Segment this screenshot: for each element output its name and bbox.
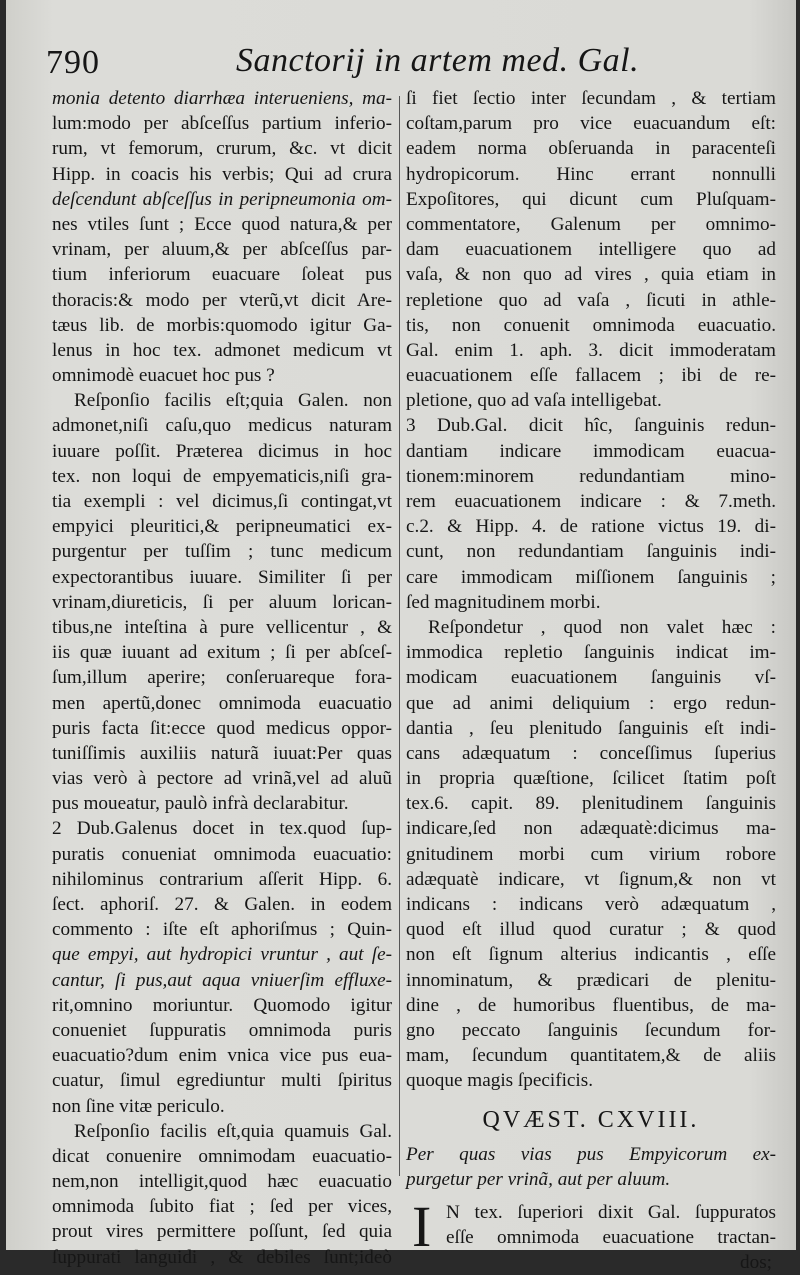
text-line: repletione quo ad vaſa , ſicuti in athle- — [406, 289, 776, 311]
text-line: gnitudinem morbi cum virium robore — [406, 843, 776, 865]
text-line: quod eſt illud quod curatur ; & quod — [406, 919, 776, 941]
text-line: rum, vt femorum, crurum, &c. vt dicit — [52, 138, 392, 160]
text-line: 2 Dub.Galenus docet in tex.quod ſup- — [52, 818, 392, 840]
running-title: Sanctorij in artem med. Gal. — [236, 42, 640, 79]
text-line: rem euacuationem indicare : & 7.meth. — [406, 491, 776, 512]
question-heading: QVÆST. CXVIII. — [482, 1106, 700, 1133]
question-subtitle: purgetur per vrinã, aut per aluum. — [406, 1168, 671, 1190]
text-line: tis, non conuenit omnimoda euacuatio. — [406, 314, 776, 336]
text-line: conueniet ſuppuratis omnimoda puris — [52, 1019, 392, 1041]
text-line: Reſpondetur , quod non valet hæc : — [428, 616, 776, 638]
right-column — [406, 86, 776, 1275]
right-column-text — [406, 86, 776, 1094]
text-line: indicans : indicans verò adæquatum , — [406, 894, 776, 915]
question-subtitle: Per quas vias pus Empyicorum ex- — [406, 1143, 776, 1165]
text-line: vias verò à pectore ad vrinã,vel ad aluũ — [52, 768, 392, 790]
text-line: Expoſitores, qui dicunt cum Pluſquam- — [406, 188, 776, 210]
text-line: cantur, ſi pus,aut aqua vniuerſim effluxe- — [52, 969, 392, 991]
text-line: ſed magnitudinem morbi. — [406, 591, 601, 613]
text-line: euacuationem eſſe fallacem ; ibi de re- — [406, 365, 776, 387]
text-line: eſſe omnimoda euacuatione tractan- — [446, 1227, 776, 1249]
text-line: deſcendunt abſceſſus in peripneumonia om- — [52, 188, 392, 210]
question-body — [406, 1193, 776, 1275]
text-line: tibus,ne inteſtina à pure vellicentur , & — [52, 616, 392, 638]
text-line: immodica repletio ſanguinis indicat im- — [406, 642, 776, 664]
text-line: in propria quæſtione, ſcilicet ſtatim poſt — [406, 768, 776, 790]
text-line: tionem:minorem redundantiam mino- — [406, 465, 776, 487]
text-line: admonet,niſi caſu,quo medicus naturam — [52, 415, 392, 437]
text-line: men apertũ,donec omnimoda euacuatio — [52, 692, 392, 714]
text-line: commento : iſte eſt aphoriſmus ; Quin- — [52, 919, 392, 941]
text-line: ſect. aphoriſ. 27. & Galen. in eodem — [52, 894, 392, 915]
text-line: vrinam,diureticis, ſi per aluum lorican- — [52, 591, 392, 613]
text-line: dantia , ſeu plenitudo ſanguinis eſt indi- — [406, 717, 776, 739]
text-line: tex.6. capit. 89. plenitudinem ſanguinis — [406, 793, 776, 815]
text-line: monia detento diarrhæa interueniens, ma- — [52, 88, 392, 109]
text-line: omnimodè euacuet hoc pus ? — [52, 365, 275, 387]
text-line: thoracis:& modo per vterũ,vt dicit Are- — [52, 289, 392, 311]
text-line: Reſponſio facilis eſt,quia quamuis Gal. — [74, 1120, 392, 1142]
text-line: modicam euacuationem ſanguinis vſ- — [406, 667, 776, 689]
text-line: cans adæquatum : conceſſimus ſuperius — [406, 742, 776, 764]
book-page — [6, 0, 796, 1274]
text-line: mam, ſecundum quantitatem,& de aliis — [406, 1045, 776, 1067]
text-line: innominatum, & prædicari de plenitu- — [406, 969, 776, 991]
text-line: dam euacuationem intelligere quo ad — [406, 239, 776, 261]
text-line: tium inferiorum euacuare ſoleat pus — [52, 264, 392, 286]
text-line: rit,omnino moriuntur. Quomodo igitur — [52, 994, 392, 1016]
text-line: lenus in hoc tex. admonet medicum vt — [52, 339, 392, 361]
text-line: pletione, quo ad vaſa intelligebat. — [406, 390, 662, 412]
text-line: ſuppurati languidi , & debiles ſunt;ideò — [52, 1246, 392, 1268]
text-line: puris facta ſit:ecce quod medicus oppor- — [52, 717, 392, 739]
column-divider — [399, 96, 400, 1176]
text-line: care immodicam miſſionem ſanguinis ; — [406, 566, 776, 588]
text-line: omnimoda ſubito fiat ; ſed per vices, — [52, 1196, 392, 1218]
text-line: dantiam indicare immodicam euacua- — [406, 440, 776, 462]
page-number: 790 — [46, 44, 100, 81]
text-line: prout vires permittere poſſunt, ſed quia — [52, 1221, 392, 1243]
text-line: eadem norma obſeruanda in paracenteſi — [406, 138, 776, 160]
text-line: vrinam, per aluum,& per abſceſſus par- — [52, 239, 392, 261]
text-line: euacuatio?dum enim vnica vice pus eua- — [52, 1045, 392, 1067]
text-line: indicare,ſed non adæquatè:dicimus ma- — [406, 818, 776, 840]
text-line: Hipp. in coacis his verbis; Qui ad crura — [52, 163, 392, 185]
text-line: empyici pleuritici,& peripneumatici ex- — [52, 516, 392, 538]
text-line: dicat conuenire omnimodam euacuatio- — [52, 1145, 392, 1167]
text-line: nem,non intelligit,quod hæc euacuatio — [52, 1171, 392, 1193]
text-line: ſum,illum aperire; conſeruareque fora- — [52, 667, 392, 689]
text-line: coſtam,parum pro vice euacuandum eſt: — [406, 113, 776, 135]
text-line: Reſponſio facilis eſt;quia Galen. non — [74, 390, 392, 412]
text-line: hydropicorum. Hinc errant nonnulli — [406, 163, 776, 185]
catchword: dos; — [740, 1252, 772, 1274]
text-line: que ad animi deliquium : ergo redun- — [406, 692, 776, 714]
text-line: tex. non loqui de empyematicis,niſi gra- — [52, 465, 392, 487]
text-line: adæquatè indicare, vt ſignum,& non vt — [406, 868, 776, 890]
text-line: iis quæ iuuant ad exitum ; ſi per abſceſ- — [52, 642, 392, 664]
left-column — [52, 86, 392, 1270]
text-line: nes vtiles ſunt ; Ecce quod natura,& per — [52, 213, 392, 235]
text-line: nihilominus contrarium aſſerit Hipp. 6. — [52, 868, 392, 890]
text-line: c.2. & Hipp. 4. de ratione victus 19. di- — [406, 516, 776, 538]
text-line: purgentur per tuſſim ; tunc medicum — [52, 541, 392, 563]
text-line: non eſt ſignum alterius indicantis , eſſe — [406, 944, 776, 966]
text-line: pus moueatur, paulò infrà declarabitur. — [52, 793, 349, 815]
text-line: iuuare poſſit. Præterea dicimus in hoc — [52, 440, 392, 462]
text-line: tæus lib. de morbis:quomodo igitur Ga- — [52, 314, 392, 336]
text-line: Gal. enim 1. aph. 3. dicit immoderatam — [406, 339, 776, 361]
text-line: commentatore, Galenum per omnimo- — [406, 213, 776, 235]
text-line: dine , de humoribus fluentibus, de ma- — [406, 994, 776, 1016]
text-line: cunt, non redundantiam ſanguinis indi- — [406, 541, 776, 563]
drop-cap: I — [412, 1193, 432, 1259]
page-header — [46, 36, 766, 88]
text-line: puratis conueniat omnimoda euacuatio: — [52, 843, 392, 865]
text-line: cuatur, ſimul egrediuntur multi ſpiritus — [52, 1070, 392, 1092]
text-line: tia exempli : vel dicimus,ſi contingat,vt — [52, 491, 392, 512]
text-line: gno peccato ſanguinis ſecundum for- — [406, 1019, 776, 1041]
text-line: lum:modo per abſceſſus partium inferio- — [52, 113, 392, 135]
text-line: non ſine vitæ periculo. — [52, 1095, 225, 1117]
text-line: ſi fiet ſectio inter ſecundam , & tertiam — [406, 88, 776, 109]
text-line: N tex. ſuperiori dixit Gal. ſuppuratos — [446, 1201, 776, 1223]
text-line: tuniſſimis auxiliis naturã iuuat:Per quas — [52, 742, 392, 764]
text-line: vaſa, & non quo ad vires , quia etiam in — [406, 264, 776, 286]
text-line: expectorantibus iuuare. Similiter ſi per — [52, 566, 392, 588]
text-line: quoque magis ſpecificis. — [406, 1070, 594, 1092]
text-line: 3 Dub.Gal. dicit hîc, ſanguinis redun- — [406, 415, 776, 437]
text-line: que empyi, aut hydropici vruntur , aut ſe- — [52, 944, 392, 966]
